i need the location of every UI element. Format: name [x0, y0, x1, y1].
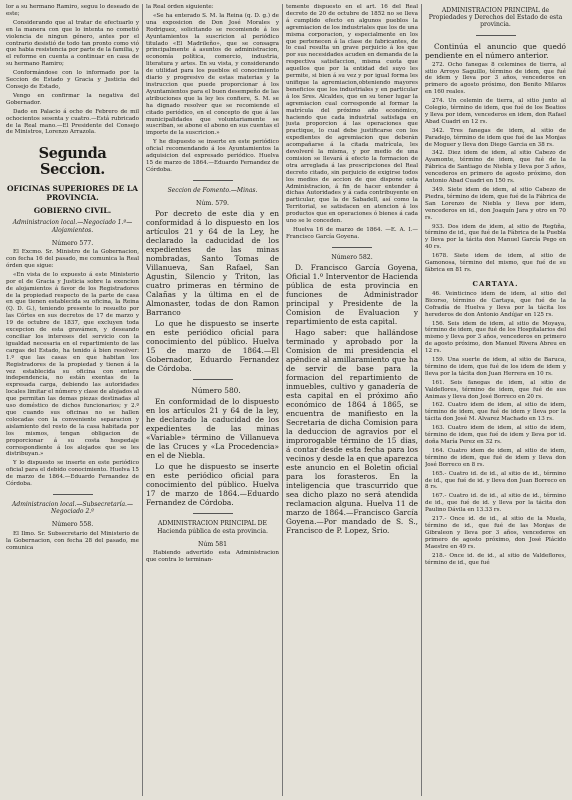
listing-item: 342. Diez idem de idem, al sitio Cabezo de Ayamonte, término de idem, que fué de la Fábrica de Santiago de Niebla y lleva por 3 años, vencederos en primero de agosto próximo, don Antonio Abad Cuadri en 150 rs. [425, 150, 566, 185]
negociado-heading: Administracion local.—Negociado 1.º—Alojamientos. [12, 219, 133, 234]
listing-item: 161. Seis fanegas de idem, al sitio de Valdeflores, término de idem, que fué de sus Animas y lleva don José Borreco en 20 rs. [425, 379, 566, 400]
section-title: Segunda Seccion. [38, 145, 107, 179]
listing-item: 167.- Cuatro id. de id., al sitio de id., término de id., que fué de id. y lleva por la tácita don Paulino Dávila en 13.33 rs. [425, 493, 566, 514]
admin-heading: ADMINISTRACION PRINCIPAL de Propiedades y Derechos del Estado de esta provincia. [428, 7, 563, 29]
listing-item: 933. Dos idem de idem, al sitio de Regüña, término de id., que fué de la Fábrica de la Puebla y lleva por la tácita don Manuel García Pego en 40 rs. [425, 223, 566, 251]
paragraph: Y lo dispuesto se inserte en este periódico oficial para el debido conocimiento. Huelva 15 de marzo de 1864.—Eduardo Fernandez de Córdoba. [6, 460, 139, 488]
number-heading: Núm 581 [197, 540, 228, 548]
paragraph: la Real órden siguiente: [146, 4, 214, 10]
column-2 [146, 4, 279, 566]
listing-item: 163. Cuatro idem de idem, al sitio de idem, término de idem, que fué de idem y lleva por id. doña María Perez en 32 rs. [425, 425, 566, 446]
listing-item: 156. Seis idem de idem, al sitio de Moyaya, término de idem, que fué de los Hospitalarios del mismo y lleva por 3 años, vencederos en primero de agosto próximo, don Manuel Rivera Abreu en 12 rs. [425, 320, 566, 355]
gov-title: GOBIERNO CIVIL. [33, 206, 112, 216]
divider [332, 247, 372, 248]
paragraph: El Ilmo. Sr. Subsecretario del Ministerio de la Gobernacion, con fecha 28 del pasado, me comunica [6, 530, 139, 551]
paragraph: Habiendo advertido esta Administracion que contra lo terminan- [146, 550, 279, 564]
paragraph: Continúa el anuncio que quedó pendiente en el número anterior. [425, 41, 566, 60]
divider [476, 35, 516, 36]
listing-item: 46. Veinticinco idem de idem, al sitio del Bicorso, término de Cartaya, que fué de la Cofradía de Huelva y lleva por la tácita los herederos de don Antonio Andújar en 125 rs. [425, 290, 566, 318]
admin-heading: ADMINISTRACION PRINCIPAL DE Hacienda pública de esta provincia. [157, 520, 268, 535]
paragraph: Considerando que al tratar de efectuarlo y en la manera con que lo intenta no cometió violencia de ningun género, antes por el contrario desistió de todo tan pronto como vió que habia resistencia por parte de la familia, y el reforme en cuenta a continuar en casa de su hermano Ramiro; [6, 19, 139, 68]
number-heading: Número 577. [51, 239, 94, 247]
column-4 [425, 4, 566, 568]
listing-item: 1678. Siete idem de idem, al sitio de Gamonosa, término del mismo, que fué de su fábrica en 81 rs. [425, 253, 566, 273]
divider [53, 494, 93, 495]
paragraph: El Excmo. Sr. Ministro de la Gobernacion, con fecha 16 del pasado, me comunica la Real órden que sigue: [6, 249, 139, 269]
listing-item: 272. Ocho fanegas 8 celemines de tierra, al sitio Arroyo Saguillo, término de idem, que fué de idem y lleva por 3 años, vencederos en primero de agosto próximo, don Benito Milaros en 160 reales. [425, 61, 566, 96]
paragraph: «En vista de lo expuesto á este Ministerio por el de Gracia y Justicia sobre la exencion de alojamientos á favor de los Registradores de la propiedad respecto de la parte de casa en que tienen establecida su oficina, la Reina (Q. D. G.), teniendo presente lo resuelto por las Córtes en sus decretos de 17 de marzo y 19 de octubre de 1837, que excluyen toda excepcion de esta gravámen, y deseando conciliar los intereses del servicio con la igualdad necesaria en el repartimiento de las cargas del Estado, ha tenido á bien resolver: 1.º que las casas en que habitan los Registradores de la propiedad y tienen á la vez establecida su oficina con entera independencia, no están exentas de la expresada carga, debiendo las autoridades locales limitar el número y clase de alojados al que permitan las demas piezas destinadas al uso doméstico de dichos funcionarios; y 2.º que cuando sus oficinas no se hallen colocadas con la conveniente separacion y aislamiento del resto de la casa habitada por los mismos, tengan obligacion de proporcionar á su costa hospedaje correspondiente á los alojados que se les distribuyan.» [6, 271, 139, 458]
divider [193, 513, 233, 514]
listing-item: 164. Cuatro idem de idem, al sitio de idem, término de idem, que fué de idem y lleva don José Borreco en 8 rs. [425, 447, 566, 468]
number-heading: Número 558. [51, 521, 94, 529]
listing-item: 342. Tres fanegas de idem, al sitio de Paradejo, término de idem que fué de las Monjas de Moguer y lleva don Diego Garcia en 38 rs. [425, 127, 566, 148]
column-3 [286, 4, 418, 537]
offices-title: OFICINAS SUPERIORES DE LA PROVINCIA. [6, 184, 139, 203]
section-heading: Seccion de Fomento.—Minas. [167, 186, 258, 194]
paragraph: Vengo en confirmar la negativa del Gobernador. [6, 92, 139, 106]
paragraph: Lo que he dispuesto se inserte en este periódico oficial para conocimiento del público. Huelva 17 de marzo de 1864.—Eduardo Fernandez de Córdoba. [146, 462, 279, 508]
paragraph: temente dispuesto en el art. 16 del Real decreto de 20 de octubre de 1852 no se lleva á cumplido efecto en algunos pueblos la agremiacion de los industriales que los de una misma corporacion, y especialmente en los que pertenecen á la clase de fabricantes, de lo cual resulta un grave perjuicio á los que por sus necesidades acuden en demanda de la respectiva satisfaccion, misma cuota que aquellos que por la entidad del suyo les permite, si bien á su vez y por igual forma les unifique la agremiacion,obteniendo mayores beneficios que los industriales y en particular á los Sres. Alcaldes, que en su tener lugar la agremiacion cual corresponde al formar la matrícula del próximo año económico, haciendo que cada industrial satisfaga en justa proporcion á las operaciones que practique, lo cual debe justificarse con los expedientes de agremiacion que deberán acompañarse á la citada matrícula, les devolveré la misma, y por medio de una comision se llevará á efecto la formacion de otra arreglada á las prescripciones del Real decreto citado, sin perjuicio de exigirse todos los medios de accion de que dispone esta Administracion, á fin de hacer entender á dichas Autoridades y á cada contribuyente en particular, que la de Sabadell, así como la Territorial, se satisfacen en atencion á los productos que en operaciones ó bienes á cada uno se le conceden. [286, 4, 418, 225]
paragraph: Huelva 16 de marzo de 1864. —E. A. I.—Francisco García Goyena. [286, 227, 418, 240]
negociado-heading: Administracion local.—Subsecretaría.—Negociado 2.º [12, 500, 133, 516]
column-1 [6, 4, 139, 553]
paragraph: Lo que he dispuesto se inserte en este periódico oficial para conocimiento del público. Huelva 15 de marzo de 1864.—El Gobernador, Eduardo Fernandez de Córdoba. [146, 319, 279, 374]
column-divider [421, 4, 422, 796]
paragraph: En conformidad de lo dispuesto en los artículos 21 y 64 de la ley, he declarado la caducidad de los expedientes de las minas «Variable» término de Villanueva de las Cruces y «La Procedencia» en el de Niebla. [146, 397, 279, 461]
number-heading: Número 582. [331, 253, 373, 261]
paragraph: Dado en Palacio á ocho de Febrero de mil ochocientos sesenta y cuatro.—Está rubricado de la Real mano.—El Presidente del Consejo de Ministros, Lorenzo Arrazola. [6, 108, 139, 136]
listing-item: 165.- Cuatro id. de id., al sitio de id., término de id., que fué de id. y lleva don Juan Borreco en 8 rs. [425, 470, 566, 491]
paragraph: «Se ha enterado S. M. la Reina (q. D. g.) de una exposicion de Don José Morales y Rodriguez, solicitando se recomiende á los Ayuntamientos la suscricion al periódico titulado «El Madrileño», que se consagra principalmente á asuntos de administracion, economía política, comercio, industria, literatura y artes. En su vista, y considerando de utilidad para los pueblos el conocimiento diario y progresivo de estas materias y la instruccion que puede proporcionar á los Ayuntamientos para el buen desempeño de las atribuciones que la ley les confiere, S. M. se ha dignado resolver que se recomiende el citado periódico, en el concepto de que á las municipalidades que voluntariamente se suscriban, se abone el abono en sus cuentas el importe de la suscricion.» [146, 12, 279, 137]
listing-item: 349. Siete idem de idem, al sitio Cabezo de Piedra, término de idem, que fué de la Fábrica de San Lorenzo de Niebla y lleva por idem, vencederos en id., don Joaquín Jara y otro en 70 rs. [425, 187, 566, 221]
number-heading: Número 580. [191, 386, 241, 396]
listing-item: 217.- Once id. de id., al sitio de la Muela, término de id., que fué de las Monjas de Gibraleon y lleva por 3 años, vencederos en primero de agosto próximo, don José Plácido Maestre en 49 rs. [425, 516, 566, 550]
section-heading: CARTAYA. [472, 279, 519, 288]
paragraph: Conformándose con lo informado por la Seccion de Estado y Gracia y Justicia del Consejo de Estado, [6, 70, 139, 90]
listing-group [425, 62, 566, 274]
listing-item: 162. Cuatro idem de idem, al sitio de idem, término de idem, que fué de idem y lleva por la tácita don José M. Alvarez Machado en 13 rs. [425, 402, 566, 423]
column-divider [282, 4, 283, 796]
paragraph: Hago saber: que hallándose terminado y aprobado por la Comision de mi presidencia el apéndice al amillaramiento que ha de servir de base para la formacion del repartimiento de inmuebles, cultivo y ganadería de esta capital en el próximo año económico de 1864 á 1865, se encuentra de manifiesto en la Secretaria de dicha Comision para la deduccion de agravios por el improrogable término de 15 dias, á contar desde esta fecha para los vecinos y desde la en que aparezca este anuncio en el Boletin oficial para los forasteros. En la inteligencia que trascurrido que sea dicho plazo no será atendida reclamacion alguna. Huelva 11 de marzo de 1864.—Francisco García Goyena.—Por mandado de S. S., Francisco de P. Lopez, Srio. [286, 328, 418, 536]
paragraph: Y he dispuesto se inserte en este periódico oficial recomendando á los Ayuntamientos la adquisicion del expresado periódico. Huelva 15 de marzo de 1864.—Eduardo Fernandez de Córdoba. [146, 139, 279, 173]
paragraph: D. Francisco García Goyena, Oficial 1.º Interventor de Hacienda pública de esta provincia en funciones de Administrador principal y Presidente de la Comision de Evaluacion y repartimiento de esta capital. [286, 263, 418, 327]
paragraph: lor a su hermano Ramiro, seguu lo deseado de este; [6, 4, 139, 17]
number-heading: Núm. 579. [196, 199, 229, 207]
listing-item: 218.- Once id. de id., al sitio de Valdeflores, término de id., que fué [425, 552, 566, 566]
column-divider [142, 4, 143, 796]
divider [193, 379, 233, 380]
divider [193, 180, 233, 181]
listing-group [425, 291, 566, 567]
listing-item: 159. Una suerte de idem, al sitio de Baruca, término de idem, que fué de los idem de idem y lleva por la tácita don Juan Herrera en 10 rs. [425, 357, 566, 377]
paragraph: Por decreto de este dia y en conformidad á lo dispuesto en los artículos 21 y 64 de la Ley, he declarado la caducidad de los expedientes de las minas nombradas, Santo Tomas de Villanueva, San Rafael, San Agustin, Silencio y Triton, las cuatro primeras en término de Calañas y la última en el de Almonaster, todas de don Ramon Barranco [146, 209, 279, 318]
listing-item: 274. Un celemin de tierra, al sitio junto al Colegio, término de idem, que fué de los Beatios y lleva por idem, vencederos en idem, don Rafael Abad Cuadri en 12 rs. [425, 98, 566, 125]
